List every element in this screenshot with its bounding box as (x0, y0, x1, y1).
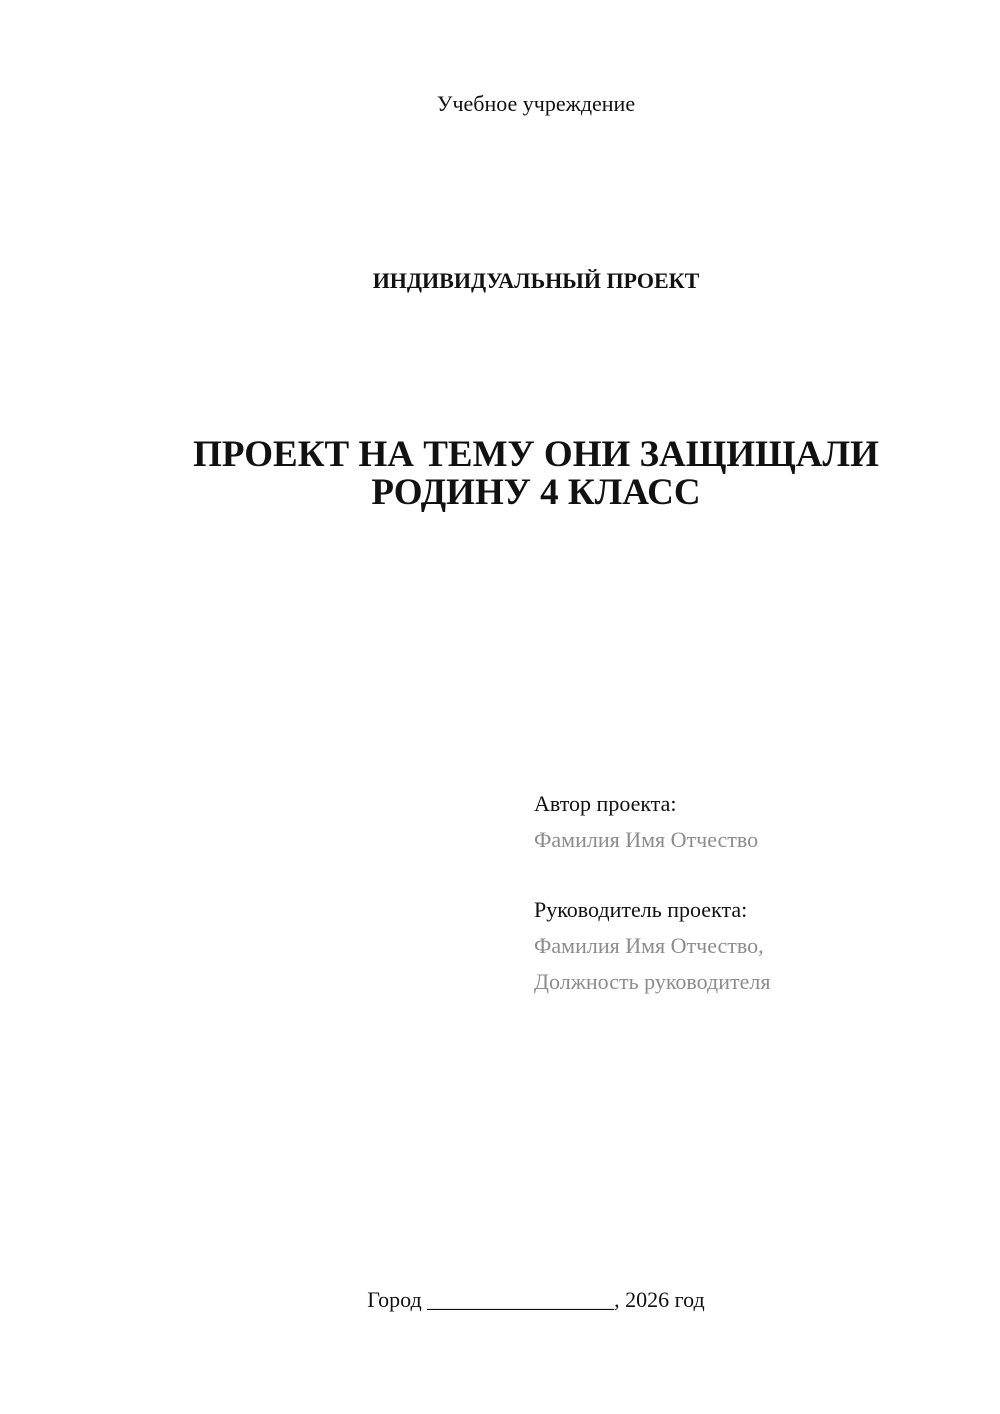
supervisor-name-placeholder: Фамилия Имя Отчество, (534, 933, 764, 958)
project-title (100, 436, 972, 512)
institution-name: Учебное учреждение (436, 91, 636, 116)
city-year-line: Город _________________, 2026 год (367, 1287, 705, 1312)
document-type: ИНДИВИДУАЛЬНЫЙ ПРОЕКТ (372, 268, 700, 293)
author-block (534, 786, 954, 858)
author-label: Автор проекта: (534, 791, 677, 816)
supervisor-label: Руководитель проекта: (534, 897, 748, 922)
supervisor-block (534, 892, 954, 1000)
project-title-line-2: РОДИНУ 4 КЛАСС (371, 472, 701, 513)
supervisor-position-placeholder: Должность руководителя (534, 969, 771, 994)
author-name-placeholder: Фамилия Имя Отчество (534, 827, 759, 852)
project-title-line-1: ПРОЕКТ НА ТЕМУ ОНИ ЗАЩИЩАЛИ (193, 434, 879, 475)
